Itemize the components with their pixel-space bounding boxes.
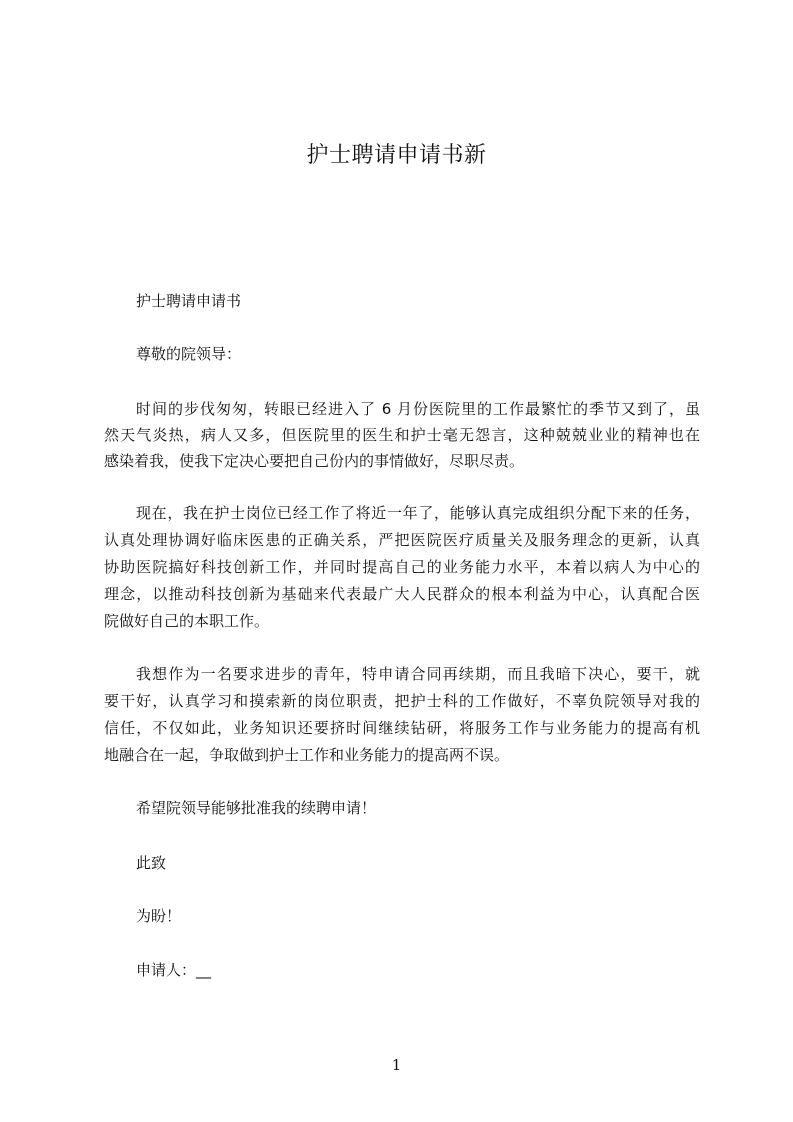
hope-line: 希望院领导能够批准我的续聘申请！ (136, 799, 377, 817)
paragraph-3-line-2: 要干好，认真学习和摸索新的岗位职责，把护士科的工作做好，不辜负院领导对我的 (104, 692, 700, 710)
closing-wei-pan: 为盼！ (136, 907, 182, 925)
subtitle: 护士聘请申请书 (136, 292, 242, 310)
paragraph-2-line-1: 现在，我在护士岗位已经工作了将近一年了，能够认真完成组织分配下来的任务， (136, 504, 700, 522)
page-number: 1 (391, 1056, 402, 1074)
closing-ci-zhi: 此致 (136, 854, 167, 872)
salutation: 尊敬的院领导： (136, 345, 242, 363)
paragraph-2-line-5: 院做好自己的本职工作。 (104, 612, 270, 630)
paragraph-1-line-1: 时间的步伐匆匆，转眼已经进入了 6 月份医院里的工作最繁忙的季节又到了，虽 (136, 400, 700, 418)
paragraph-3-line-4: 地融合在一起，争取做到护士工作和业务能力的提高两不误。 (104, 746, 510, 764)
paragraph-1-line-3: 感染着我，使我下定决心要把自己份内的事情做好，尽职尽责。 (104, 452, 525, 470)
paragraph-2-line-3: 协助医院搞好科技创新工作，并同时提高自己的业务能力水平，本着以病人为中心的 (104, 558, 700, 576)
paragraph-3-line-1: 我想作为一名要求进步的青年，特申请合同再续期，而且我暗下决心，要干，就 (136, 665, 700, 683)
paragraph-1-line-2: 然天气炎热，病人又多，但医院里的医生和护士毫无怨言，这种兢兢业业的精神也在 (104, 426, 700, 444)
paragraph-2-line-4: 理念，以推动科技创新为基础来代表最广大人民群众的根本利益为中心，认真配合医 (104, 585, 700, 603)
applicant-signature-line: 申请人：__ (136, 961, 212, 979)
paragraph-3-line-3: 信任，不仅如此，业务知识还要挤时间继续钻研，将服务工作与业务能力的提高有机 (104, 719, 700, 737)
document-title: 护士聘请申请书新 (306, 143, 487, 168)
paragraph-2-line-2: 认真处理协调好临床医患的正确关系，严把医院医疗质量关及服务理念的更新，认真 (104, 531, 700, 549)
